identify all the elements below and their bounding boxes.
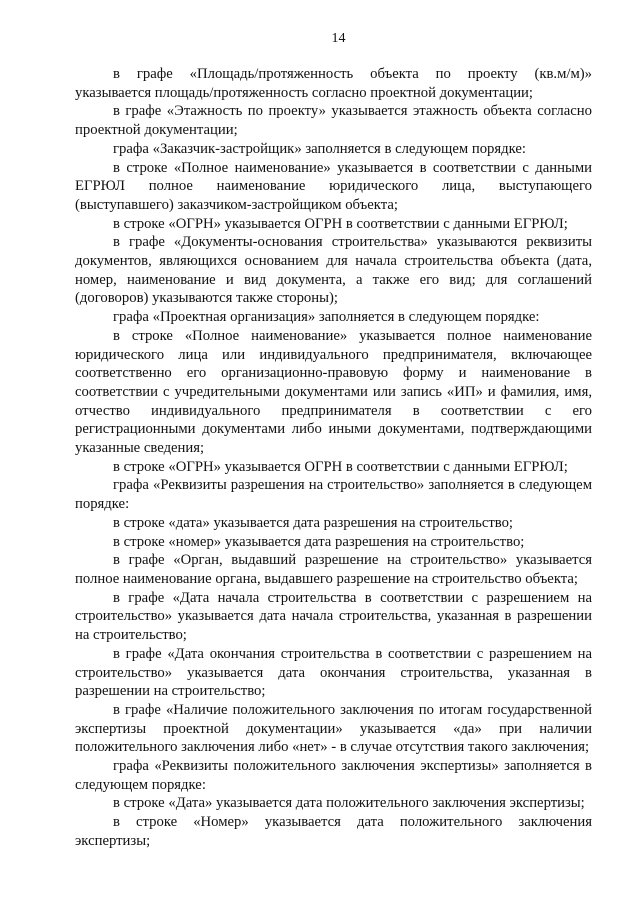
paragraph: в строке «Полное наименование» указывается полное наименование юридического лица или индивидуального предпринимателя, включающее соответственно его организационно-правовую форму и наименование в соответствии с учредительными документами или запись «ИП» и фамилия, имя, отчество индивидуального предпринимателя в соответствии с его регистрационными документами либо иными документами, подтверждающими указанные сведения; (75, 327, 592, 457)
paragraph: в строке «номер» указывается дата разрешения на строительство; (113, 533, 525, 550)
paragraph: в строке «Полное наименование» указывается в соответствии с данными ЕГРЮЛ полное наименование юридического лица, выступающего (выступавшего) заказчиком-застройщиком объекта; (75, 159, 592, 213)
paragraph: в строке «ОГРН» указывается ОГРН в соответствии с данными ЕГРЮЛ; (113, 458, 568, 475)
paragraph: в строке «Номер» указывается дата положительного заключения экспертизы; (75, 814, 592, 849)
paragraph: графа «Заказчик-застройщик» заполняется в следующем порядке: (113, 140, 526, 157)
paragraph: графа «Реквизиты положительного заключения экспертизы» заполняется в следующем порядке: (75, 758, 592, 793)
page-number: 14 (331, 31, 346, 46)
paragraph: в графе «Этажность по проекту» указывается этажность объекта согласно проектной документации; (75, 103, 592, 139)
paragraph: в графе «Наличие положительного заключения по итогам государственной экспертизы проектной документации» указывается «да» при наличии положительного заключения либо «нет» - в случае отсутствия такого заключения; (75, 701, 592, 756)
paragraph: в графе «Площадь/протяженность объекта по проекту (кв.м/м)» указывается площадь/протяженность согласно проектной документации; (75, 66, 592, 101)
paragraph: в графе «Дата окончания строительства в соответствии с разрешением на строительство» указывается дата окончания строительства, указанная в разрешении на строительство; (75, 645, 592, 700)
paragraph: в графе «Орган, выдавший разрешение на строительство» указывается полное наименование органа, выдавшего разрешение на строительство объекта; (75, 552, 592, 587)
paragraph: графа «Проектная организация» заполняется в следующем порядке: (113, 309, 540, 326)
paragraph: в строке «ОГРН» указывается ОГРН в соответствии с данными ЕГРЮЛ; (113, 215, 568, 232)
paragraph: графа «Реквизиты разрешения на строительство» заполняется в следующем порядке: (75, 477, 592, 513)
paragraph: в строке «Дата» указывается дата положительного заключения экспертизы; (113, 795, 585, 812)
paragraph: в строке «дата» указывается дата разрешения на строительство; (113, 514, 514, 531)
paragraph: в графе «Документы-основания строительства» указываются реквизиты документов, являющихся основанием для начала строительства объекта (дата, номер, наименование и вид документа, а также его вид; для соглашений (договоров) указываются также стороны); (75, 234, 592, 307)
paragraph: в графе «Дата начала строительства в соответствии с разрешением на строительство» указывается дата начала строительства, указанная в разрешении на строительство; (75, 589, 592, 644)
